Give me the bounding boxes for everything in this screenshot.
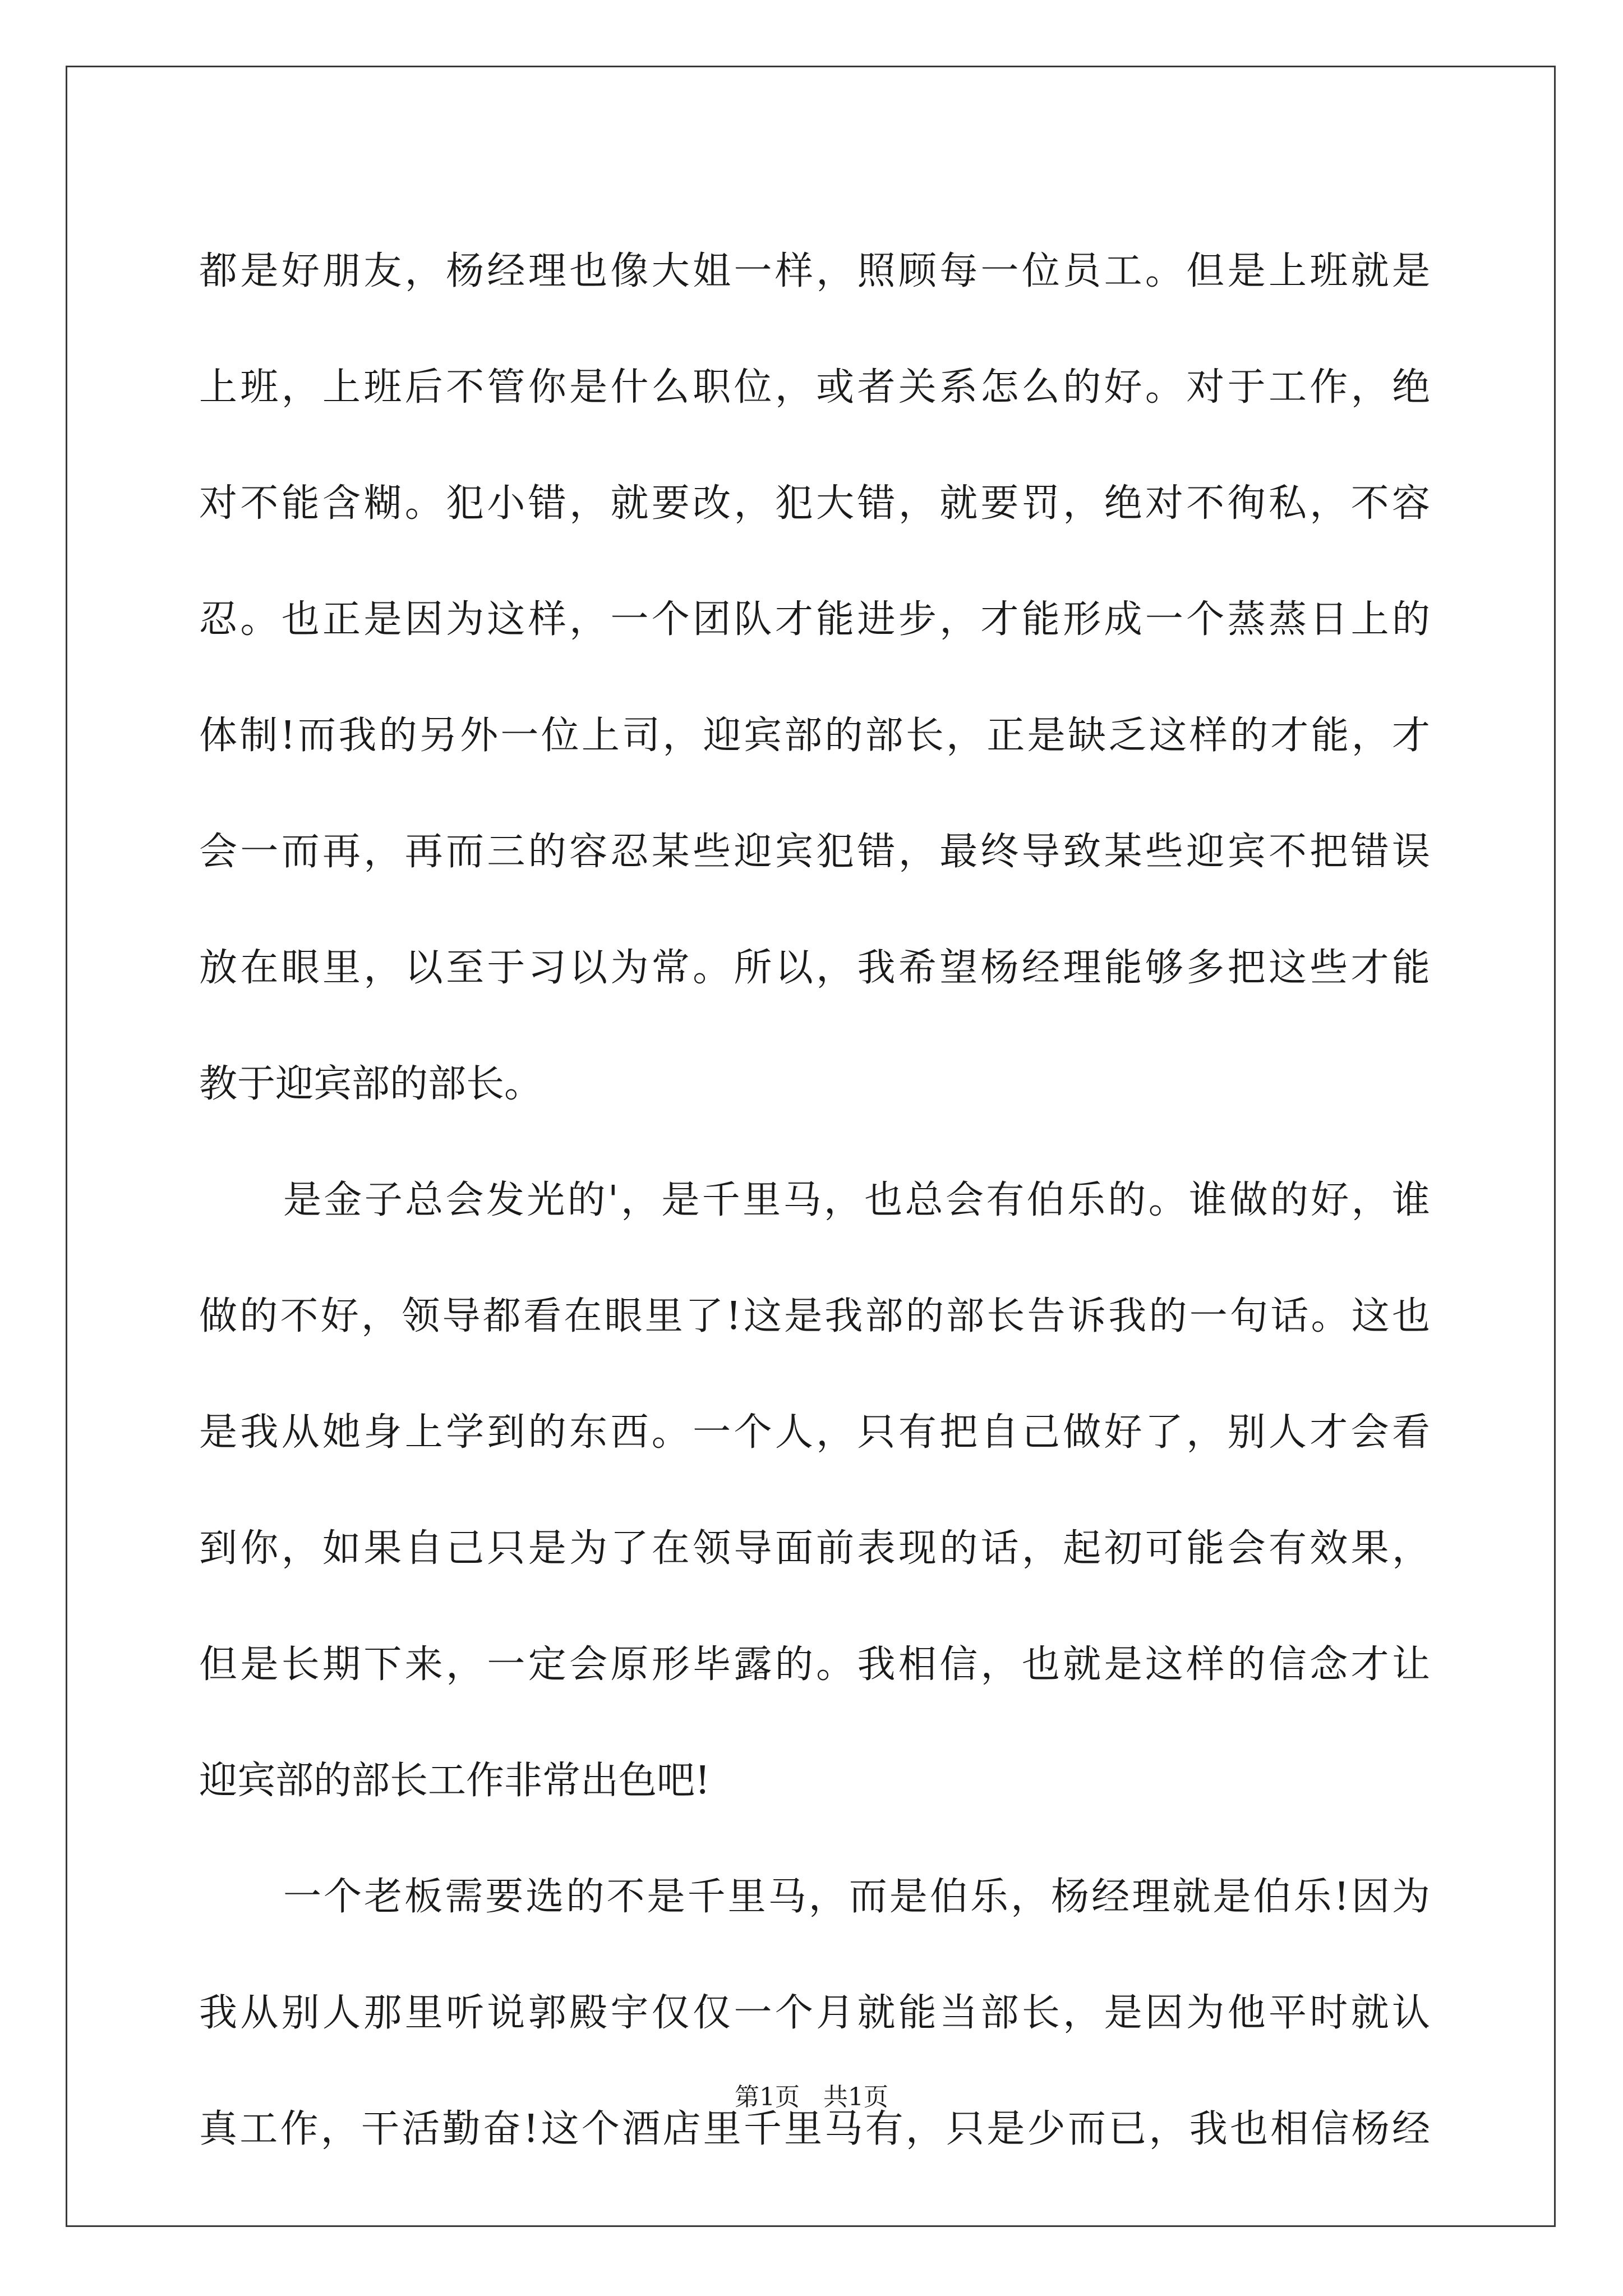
text-line: 做的不好，领导都看在眼里了!这是我部的部长告诉我的一句话。这也 xyxy=(199,1294,1430,1338)
paragraph-1 xyxy=(199,213,1430,1142)
text-line: 体制!而我的另外一位上司，迎宾部的部长，正是缺乏这样的才能，才 xyxy=(199,714,1430,758)
text-line: 是金子总会发光的'，是千里马，也总会有伯乐的。谁做的好，谁 xyxy=(283,1178,1430,1222)
text-line: 教于迎宾部的部长。 xyxy=(199,1062,543,1106)
text-line: 一个老板需要选的不是千里马，而是伯乐，杨经理就是伯乐!因为 xyxy=(283,1875,1430,1919)
text-line: 我从别人那里听说郭殿宇仅仅一个月就能当部长，是因为他平时就认 xyxy=(199,1991,1430,2035)
text-line: 会一而再，再而三的容忍某些迎宾犯错，最终导致某些迎宾不把错误 xyxy=(199,830,1430,874)
text-line: 到你，如果自己只是为了在领导面前表现的话，起初可能会有效果， xyxy=(199,1526,1430,1571)
document-body xyxy=(199,213,1430,2187)
paragraph-2 xyxy=(199,1142,1430,1839)
text-line: 真工作，干活勤奋!这个酒店里千里马有，只是少而已，我也相信杨经 xyxy=(199,2107,1430,2151)
text-line: 放在眼里，以至于习以为常。所以，我希望杨经理能够多把这些才能 xyxy=(199,946,1430,990)
text-line: 都是好朋友，杨经理也像大姐一样，照顾每一位员工。但是上班就是 xyxy=(199,249,1430,293)
page-number-footer: 第1页 共1页 xyxy=(735,2083,888,2111)
text-line: 忍。也正是因为这样，一个团队才能进步，才能形成一个蒸蒸日上的 xyxy=(199,597,1430,642)
text-line: 上班，上班后不管你是什么职位，或者关系怎么的好。对于工作，绝 xyxy=(199,365,1430,409)
text-line: 但是长期下来，一定会原形毕露的。我相信，也就是这样的信念才让 xyxy=(199,1642,1430,1687)
paragraph-3 xyxy=(199,1839,1430,2187)
text-line: 对不能含糊。犯小错，就要改，犯大错，就要罚，绝对不徇私，不容 xyxy=(199,481,1430,526)
text-line: 迎宾部的部长工作非常出色吧! xyxy=(199,1759,711,1803)
text-line: 是我从她身上学到的东西。一个人，只有把自己做好了，别人才会看 xyxy=(199,1410,1430,1455)
